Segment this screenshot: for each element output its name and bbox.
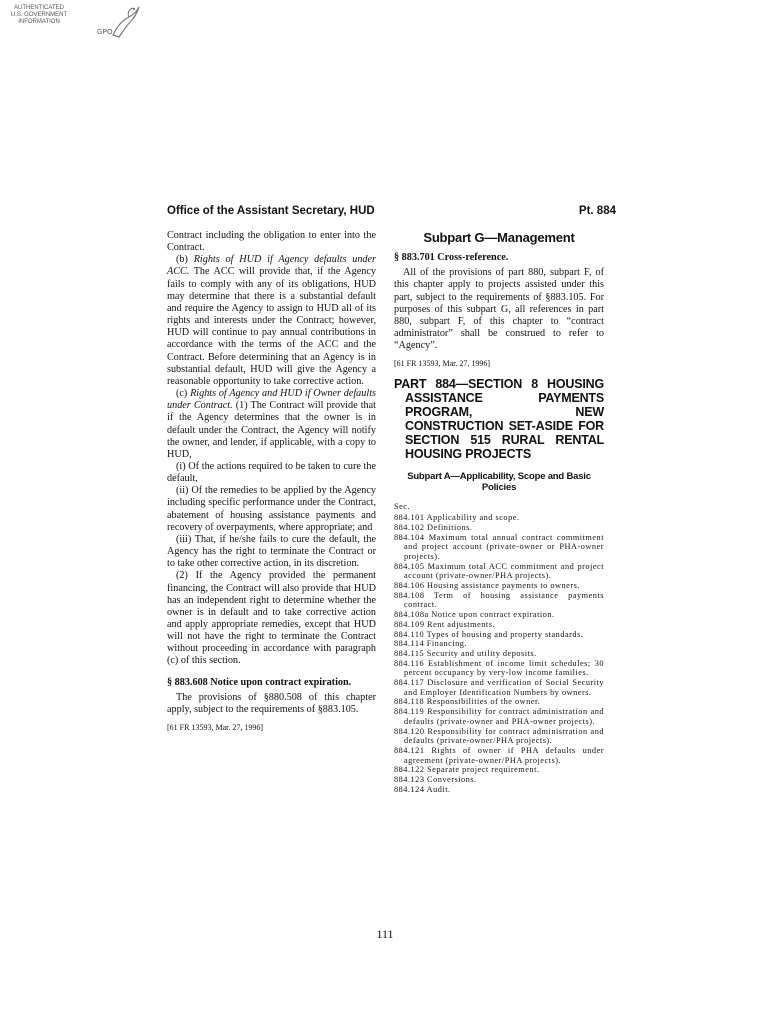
eagle-icon — [107, 5, 143, 41]
toc-item-text: Rights of owner if PHA defaults under agreement (private-owner/PHA projects). — [404, 745, 605, 765]
toc-item — [394, 581, 604, 591]
toc-item — [394, 727, 604, 746]
toc-item-text: Notice upon contract expiration. — [431, 610, 555, 620]
paragraph: (i) Of the actions required to be taken to cure the default, — [167, 460, 376, 485]
toc-item-number: 884.106 — [394, 581, 425, 591]
toc-item-number: 884.110 — [394, 629, 425, 639]
toc-item-text: Maximum total annual contract commitment and project account (private-owner or PHA-owner projects). — [404, 532, 604, 561]
toc-item — [394, 678, 604, 697]
toc-item-number: 884.122 — [394, 765, 425, 775]
toc-item — [394, 610, 604, 620]
paragraph: The provisions of §880.508 of this chapter apply, subject to the requirements of §883.105. — [167, 691, 376, 715]
toc-item — [394, 523, 604, 533]
toc-item — [394, 591, 604, 610]
toc-item-text: Definitions. — [427, 522, 473, 532]
toc-item-number: 884.123 — [394, 775, 425, 785]
toc-item-number: 884.108 — [394, 590, 425, 600]
toc-item — [394, 659, 604, 678]
toc-item-text: Maximum total ACC commitment and project account (private-owner/PHA projects). — [404, 561, 604, 581]
paragraph: (ii) Of the remedies to be applied by the Agency including specific performance under the Contract, abatement of housing assistance payments and recovery of overpayments, where appropriate; and — [167, 485, 376, 533]
right-column — [394, 230, 604, 795]
toc-item-text: Responsibilities of the owner. — [426, 697, 541, 707]
toc-item — [394, 620, 604, 630]
part-title: PART 884—SECTION 8 HOUSING ASSISTANCE PAYMENTS PROGRAM, NEW CONSTRUCTION SET-ASIDE FOR SECTION 515 RURAL RENTAL HOUSING PROJECTS — [394, 377, 604, 462]
paragraph: Contract including the obligation to enter into the Contract. — [167, 230, 376, 254]
source-note: [61 FR 13593, Mar. 27, 1996] — [167, 723, 263, 733]
subpart-title: Subpart G—Management — [423, 230, 575, 245]
toc-item-number: 884.120 — [394, 726, 425, 736]
toc-item — [394, 746, 604, 765]
seal-gpo-text: GPO — [97, 29, 113, 36]
toc-item — [394, 697, 604, 707]
toc-item-number: 884.115 — [394, 648, 425, 658]
toc-item-number: 884.118 — [394, 697, 425, 707]
toc-item-text: Security and utility deposits. — [426, 648, 537, 658]
toc-item-text: Types of housing and property standards. — [426, 629, 584, 639]
toc-item-text: Establishment of income limit schedules; 30 percent occupancy by very-low income families. — [404, 658, 605, 678]
paragraph: (2) If the Agency provided the permanent financing, the Contract will also provide that HUD has an independent right to determine whether the owner is in default and to take corrective action and apply appropriate remedies, except that HUD will not have the right to terminate the Contract without proceeding in accordance with paragraph (c) of this section. — [167, 570, 376, 667]
toc-item-text: Conversions. — [427, 775, 477, 785]
toc-item-number: 884.116 — [394, 658, 425, 668]
toc-item — [394, 785, 604, 795]
section-heading: § 883.701 Cross-reference. — [394, 252, 509, 264]
paragraph: (iii) That, if he/she fails to cure the default, the Agency has the right to terminate the Contract or to take other corrective action, in its discretion. — [167, 533, 376, 570]
toc-item-number: 884.119 — [394, 707, 425, 717]
table-of-contents — [394, 502, 604, 794]
section-heading: § 883.608 Notice upon contract expiration. — [167, 676, 352, 688]
toc-item — [394, 775, 604, 785]
toc-item-text: Applicability and scope. — [426, 513, 520, 523]
seal-text: AUTHENTICATED U.S. GOVERNMENT INFORMATION — [10, 5, 68, 25]
toc-item-number: 884.109 — [394, 619, 425, 629]
toc-item-number: 884.108a — [394, 610, 429, 620]
gpo-authentication-seal — [3, 3, 143, 49]
toc-item-number: 884.101 — [394, 513, 425, 523]
running-header-title: Office of the Assistant Secretary, HUD — [167, 205, 375, 217]
toc-item-text: Separate project requirement. — [427, 765, 540, 775]
toc-item — [394, 765, 604, 775]
toc-item-number: 884.102 — [394, 522, 425, 532]
toc-item-number: 884.121 — [394, 745, 425, 755]
page-number: 111 — [376, 927, 394, 941]
toc-item — [394, 562, 604, 581]
source-note: [61 FR 13593, Mar. 27, 1996] — [394, 359, 490, 369]
paragraph: (c) Rights of Agency and HUD if Owner defaults under Contract. (1) The Contract will provide that if the Agency determines that the owner is in default under the Contract, the Agency will notify the owner, and lender, if applicable, with a copy to HUD, — [167, 388, 376, 460]
toc-item-text: Responsibility for contract administration and defaults (private-owner/PHA projects). — [404, 726, 604, 746]
toc-item-number: 884.104 — [394, 532, 425, 542]
toc-item-text: Audit. — [426, 784, 451, 794]
toc-item — [394, 707, 604, 726]
toc-item-text: Responsibility for contract administration and defaults (private-owner and PHA-owner projects). — [404, 707, 604, 726]
subpart-title: Subpart A—Applicability, Scope and Basic Policies — [407, 471, 591, 494]
toc-item-text: Financing. — [426, 639, 468, 649]
toc-item — [394, 639, 604, 649]
toc-item-text: Term of housing assistance payments contract. — [404, 590, 604, 610]
left-column — [167, 230, 376, 741]
toc-item-number: 884.117 — [394, 678, 425, 688]
running-header-part: Pt. 884 — [578, 205, 616, 217]
toc-label: Sec. — [394, 502, 411, 512]
toc-item-number: 884.105 — [394, 561, 425, 571]
paragraph: (b) Rights of HUD if Agency defaults under ACC. The ACC will provide that, if the Agency fails to comply with any of its obligations, HUD may determine that there is a substantial default and require the Agency to assign to HUD all of its rights and interests under the Contract; however, HUD will continue to pay annual contributions in accordance with the terms of the ACC and the Contract. Before determining that an Agency is in substantial default, HUD will give the Agency a reasonable opportunity to take corrective action. — [167, 254, 376, 387]
toc-item-text: Disclosure and verification of Social Security and Employer Identification Numbers by owners. — [404, 678, 605, 697]
toc-item-number: 884.124 — [394, 784, 425, 794]
paragraph-heading: Rights of Agency and HUD if Owner defaults under Contract. — [167, 388, 376, 412]
toc-item — [394, 533, 604, 562]
toc-list — [394, 513, 604, 794]
toc-item — [394, 513, 604, 523]
toc-item-text: Rent adjustments. — [427, 619, 496, 629]
toc-item — [394, 649, 604, 659]
toc-item — [394, 630, 604, 640]
paragraph: All of the provisions of part 880, subpart F, of this chapter apply to projects assisted under this part, subject to the requirements of §883.105. For purposes of this subpart G, all references in part 880, subpart F, of this chapter to “contract administrator” shall be construed to refer to “Agency”. — [394, 267, 604, 352]
toc-item-number: 884.114 — [394, 639, 425, 649]
paragraph-heading: Rights of HUD if Agency defaults under ACC. — [167, 254, 376, 278]
toc-item-text: Housing assistance payments to owners. — [427, 581, 580, 591]
